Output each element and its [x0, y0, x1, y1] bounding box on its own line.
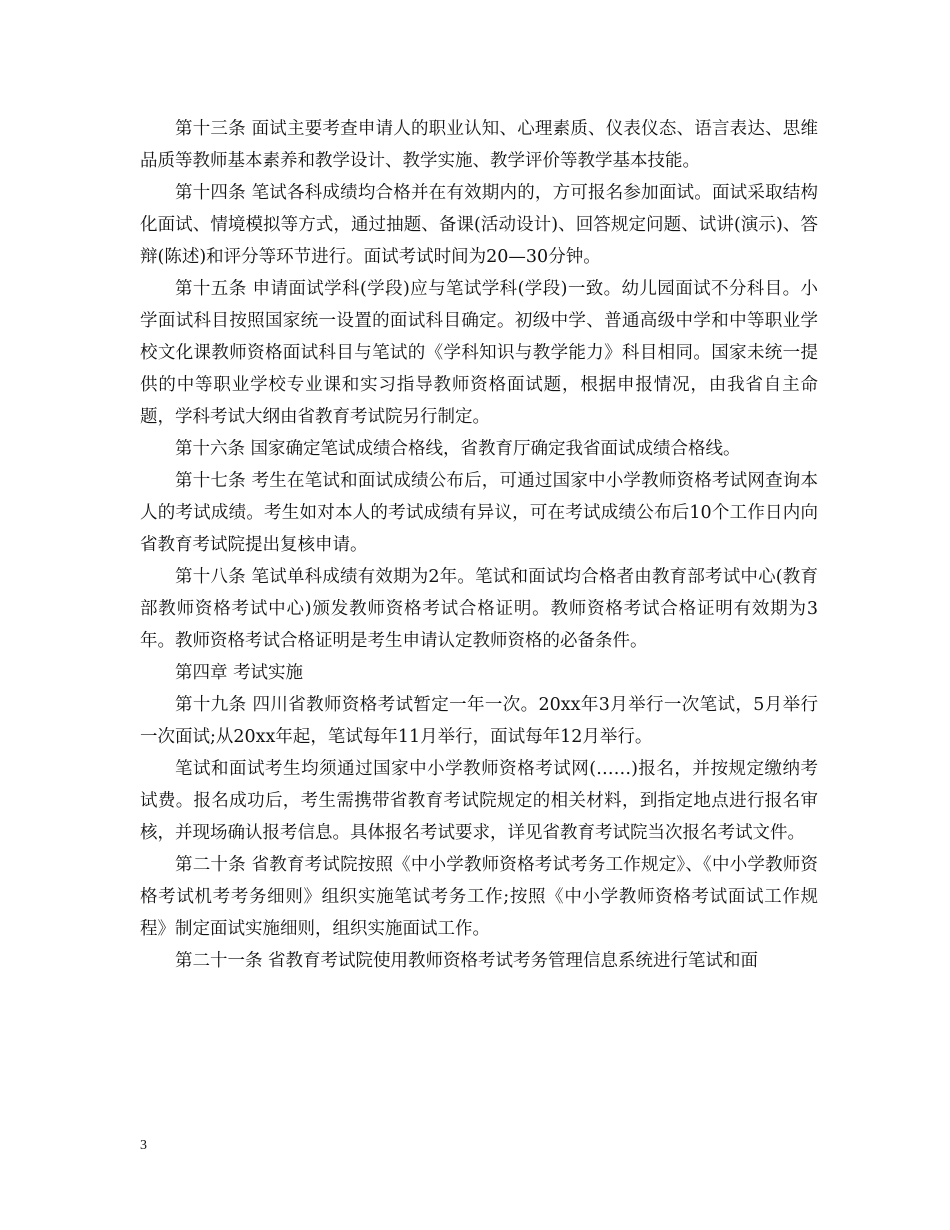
paragraph-article-14: 第十四条 笔试各科成绩均合格并在有效期内的，方可报名参加面试。面试采取结构化面试、情境模拟等方式，通过抽题、备课(活动设计)、回答规定问题、试讲(演示)、答辩(陈述)和评分等环节进行。面试考试时间为20—30分钟。 [140, 183, 818, 267]
paragraph-article-21: 第二十一条 省教育考试院使用教师资格考试考务管理信息系统进行笔试和面 [175, 951, 759, 971]
paragraph-article-13: 第十三条 面试主要考查申请人的职业认知、心理素质、仪表仪态、语言表达、思维品质等教师基本素养和教学设计、教学实施、教学评价等教学基本技能。 [140, 119, 818, 171]
paragraph-article-20: 第二十条 省教育考试院按照《中小学教师资格考试考务工作规定》、《中小学教师资格考试机考考务细则》组织实施笔试考务工作;按照《中小学教师资格考试面试工作规程》制定面试实施细则，组织实施面试工作。 [140, 855, 818, 939]
page-number: 3 [140, 1138, 147, 1153]
paragraph-article-19: 第十九条 四川省教师资格考试暂定一年一次。20xx年3月举行一次笔试，5月举行一次面试;从20xx年起，笔试每年11月举行，面试每年12月举行。 [140, 695, 818, 747]
paragraph-registration: 笔试和面试考生均须通过国家中小学教师资格考试网(……)报名，并按规定缴纳考试费。报名成功后，考生需携带省教育考试院规定的相关材料，到指定地点进行报名审核，并现场确认报考信息。具体报名考试要求，详见省教育考试院当次报名考试文件。 [140, 759, 818, 843]
paragraph-article-15: 第十五条 申请面试学科(学段)应与笔试学科(学段)一致。幼儿园面试不分科目。小学面试科目按照国家统一设置的面试科目确定。初级中学、普通高级中学和中等职业学校文化课教师资格面试科目与笔试的《学科知识与教学能力》科目相同。国家未统一提供的中等职业学校专业课和实习指导教师资格面试题，根据申报情况，由我省自主命题，学科考试大纲由省教育考试院另行制定。 [140, 279, 818, 427]
paragraph-article-18: 第十八条 笔试单科成绩有效期为2年。笔试和面试均合格者由教育部考试中心(教育部教师资格考试中心)颁发教师资格考试合格证明。教师资格考试合格证明有效期为3年。教师资格考试合格证明是考生申请认定教师资格的必备条件。 [140, 567, 818, 651]
paragraph-article-16: 第十六条 国家确定笔试成绩合格线，省教育厅确定我省面试成绩合格线。 [175, 439, 741, 459]
chapter-heading: 第四章 考试实施 [175, 663, 304, 683]
paragraph-article-17: 第十七条 考生在笔试和面试成绩公布后，可通过国家中小学教师资格考试网查询本人的考试成绩。考生如对本人的考试成绩有异议，可在考试成绩公布后10个工作日内向省教育考试院提出复核申请。 [140, 471, 818, 555]
document-body [140, 113, 818, 977]
